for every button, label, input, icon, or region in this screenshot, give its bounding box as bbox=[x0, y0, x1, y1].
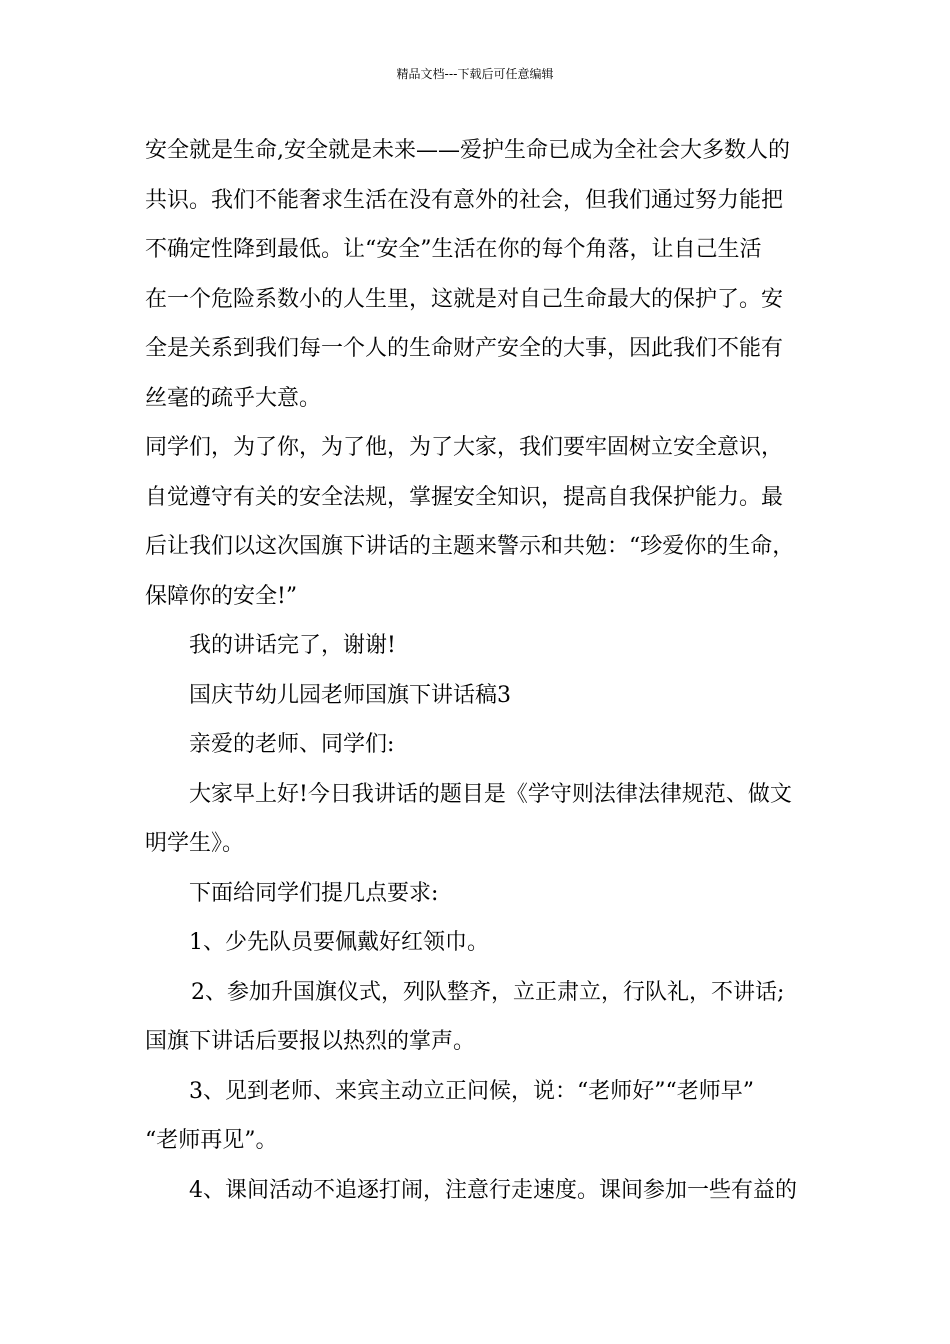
text-line: 国旗下讲话后要报以热烈的掌声。 bbox=[145, 1029, 476, 1054]
text-line: 下面给同学们提几点要求: bbox=[189, 880, 439, 906]
document-body bbox=[145, 131, 835, 1220]
page-header: 精品文档---下载后可任意编辑 bbox=[396, 67, 554, 81]
text-line: 安全就是生命,安全就是未来——爱护生命已成为全社会大多数人的 bbox=[145, 138, 790, 163]
text-line: “老师再见”。 bbox=[145, 1128, 278, 1153]
salutation: 亲爱的老师、同学们: bbox=[189, 732, 395, 757]
text-line: 大家早上好!今日我讲话的题目是《学守则法律法律规范、做文 bbox=[189, 781, 792, 807]
text-line: 明学生》。 bbox=[145, 831, 245, 856]
list-item: 2、参加升国旗仪式，列队整齐，立正肃立，行队礼，不讲话; bbox=[191, 979, 785, 1005]
section-title: 国庆节幼儿园老师国旗下讲话稿3 bbox=[189, 682, 511, 708]
text-line: 丝毫的疏乎大意。 bbox=[145, 385, 322, 411]
text-line: 不确定性降到最低。让“安全”生活在你的每个角落，让自己生活 bbox=[145, 237, 762, 262]
text-line: 保障你的安全!” bbox=[145, 583, 298, 609]
text-line: 全是关系到我们每一个人的生命财产安全的大事，因此我们不能有 bbox=[145, 336, 784, 361]
list-item: 3、见到老师、来宾主动立正问候，说：“老师好”“老师早” bbox=[189, 1078, 754, 1104]
text-line: 共识。我们不能奢求生活在没有意外的社会，但我们通过努力能把 bbox=[145, 187, 784, 213]
list-item: 4、课间活动不追逐打闹，注意行走速度。课间参加一些有益的 bbox=[189, 1177, 797, 1203]
text-line: 在一个危险系数小的人生里，这就是对自己生命最大的保护了。安 bbox=[145, 286, 784, 312]
list-item: 1、少先队员要佩戴好红领巾。 bbox=[189, 930, 489, 955]
text-line: 自觉遵守有关的安全法规，掌握安全知识，提高自我保护能力。最 bbox=[145, 484, 784, 510]
text-line: 后让我们以这次国旗下讲话的主题来警示和共勉：“珍爱你的生命， bbox=[145, 534, 795, 559]
text-line: 我的讲话完了，谢谢! bbox=[189, 633, 396, 658]
text-line: 同学们，为了你，为了他，为了大家，我们要牢固树立安全意识， bbox=[145, 435, 784, 460]
